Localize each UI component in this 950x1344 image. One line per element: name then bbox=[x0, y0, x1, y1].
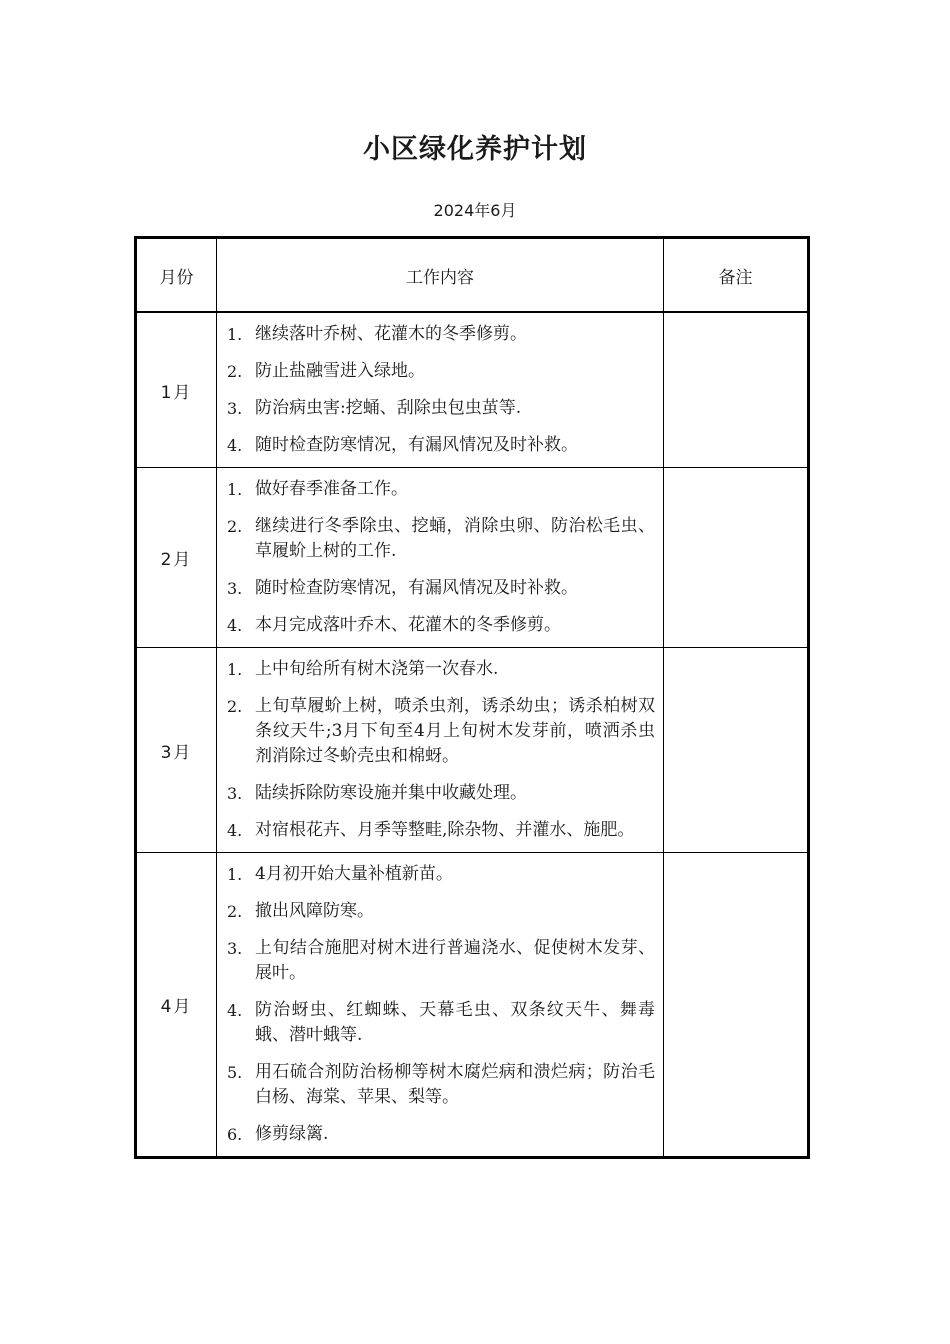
plan-table bbox=[134, 236, 810, 1159]
task-item bbox=[227, 514, 655, 564]
task-item bbox=[227, 998, 655, 1048]
task-item bbox=[227, 1122, 655, 1147]
document-date: 2024年6月 bbox=[433, 201, 517, 220]
header-content: 工作内容 bbox=[217, 238, 664, 313]
task-text: 防止盐融雪进入绿地。 bbox=[255, 361, 425, 381]
task-number: 2. bbox=[227, 697, 243, 716]
task-item bbox=[227, 1060, 655, 1110]
task-number: 3. bbox=[227, 579, 243, 598]
content-cell bbox=[217, 468, 664, 648]
task-number: 4. bbox=[227, 436, 243, 455]
task-text: 做好春季准备工作。 bbox=[255, 479, 408, 499]
header-note: 备注 bbox=[664, 238, 809, 313]
task-text: 对宿根花卉、月季等整畦,除杂物、并灌水、施肥。 bbox=[255, 820, 635, 840]
task-text: 继续进行冬季除虫、挖蛹，消除虫卵、防治松毛虫、草履蚧上树的工作. bbox=[255, 516, 655, 561]
task-item bbox=[227, 613, 655, 638]
task-number: 6. bbox=[227, 1125, 243, 1144]
task-number: 1. bbox=[227, 865, 243, 884]
task-text: 随时检查防寒情况，有漏风情况及时补救。 bbox=[255, 435, 578, 455]
task-item bbox=[227, 657, 655, 682]
task-number: 4. bbox=[227, 1001, 243, 1020]
task-number: 1. bbox=[227, 660, 243, 679]
table-row bbox=[136, 468, 809, 648]
task-text: 本月完成落叶乔木、花灌木的冬季修剪。 bbox=[255, 615, 561, 635]
task-list bbox=[227, 322, 655, 458]
task-number: 3. bbox=[227, 939, 243, 958]
task-text: 上中旬给所有树木浇第一次春水. bbox=[255, 659, 499, 679]
task-list bbox=[227, 477, 655, 638]
task-item bbox=[227, 576, 655, 601]
task-list bbox=[227, 862, 655, 1147]
note-cell bbox=[664, 312, 809, 468]
task-text: 4月初开始大量补植新苗。 bbox=[255, 864, 453, 884]
task-item bbox=[227, 899, 655, 924]
task-item bbox=[227, 936, 655, 986]
task-text: 上旬结合施肥对树木进行普遍浇水、促使树木发芽、展叶。 bbox=[255, 938, 655, 983]
task-text: 防治蚜虫、红蜘蛛、天幕毛虫、双条纹天牛、舞毒蛾、潜叶蛾等. bbox=[255, 1000, 655, 1045]
task-item bbox=[227, 818, 655, 843]
task-number: 3. bbox=[227, 399, 243, 418]
task-item bbox=[227, 694, 655, 769]
task-item bbox=[227, 862, 655, 887]
task-text: 用石硫合剂防治杨柳等树木腐烂病和溃烂病；防治毛白杨、海棠、苹果、梨等。 bbox=[255, 1062, 655, 1107]
month-cell: 4月 bbox=[136, 853, 217, 1158]
table-row bbox=[136, 312, 809, 468]
task-item bbox=[227, 433, 655, 458]
task-number: 1. bbox=[227, 480, 243, 499]
task-number: 2. bbox=[227, 362, 243, 381]
table-row bbox=[136, 853, 809, 1158]
task-text: 继续落叶乔树、花灌木的冬季修剪。 bbox=[255, 324, 527, 344]
task-number: 4. bbox=[227, 616, 243, 635]
task-item bbox=[227, 396, 655, 421]
note-cell bbox=[664, 853, 809, 1158]
task-number: 3. bbox=[227, 784, 243, 803]
month-cell: 2月 bbox=[136, 468, 217, 648]
task-item bbox=[227, 359, 655, 384]
content-cell bbox=[217, 648, 664, 853]
month-cell: 1月 bbox=[136, 312, 217, 468]
task-number: 1. bbox=[227, 325, 243, 344]
document-title: 小区绿化养护计划 bbox=[363, 134, 587, 165]
header-month: 月份 bbox=[136, 238, 217, 313]
task-text: 随时检查防寒情况，有漏风情况及时补救。 bbox=[255, 578, 578, 598]
task-list bbox=[227, 657, 655, 843]
content-cell bbox=[217, 853, 664, 1158]
content-cell bbox=[217, 312, 664, 468]
task-item bbox=[227, 781, 655, 806]
task-item bbox=[227, 477, 655, 502]
task-text: 上旬草履蚧上树，喷杀虫剂，诱杀幼虫；诱杀柏树双条纹天牛;3月下旬至4月上旬树木发芽前，喷洒杀虫剂消除过冬蚧壳虫和棉蚜。 bbox=[255, 696, 655, 766]
task-text: 防治病虫害:挖蛹、刮除虫包虫茧等. bbox=[255, 398, 522, 418]
table-row bbox=[136, 648, 809, 853]
note-cell bbox=[664, 648, 809, 853]
task-text: 撤出风障防寒。 bbox=[255, 901, 374, 921]
task-item bbox=[227, 322, 655, 347]
note-cell bbox=[664, 468, 809, 648]
task-text: 修剪绿篱. bbox=[255, 1124, 329, 1144]
month-cell: 3月 bbox=[136, 648, 217, 853]
task-number: 5. bbox=[227, 1063, 243, 1082]
task-number: 4. bbox=[227, 821, 243, 840]
task-text: 陆续拆除防寒设施并集中收藏处理。 bbox=[255, 783, 527, 803]
task-number: 2. bbox=[227, 517, 243, 536]
task-number: 2. bbox=[227, 902, 243, 921]
table-header-row bbox=[136, 238, 809, 313]
